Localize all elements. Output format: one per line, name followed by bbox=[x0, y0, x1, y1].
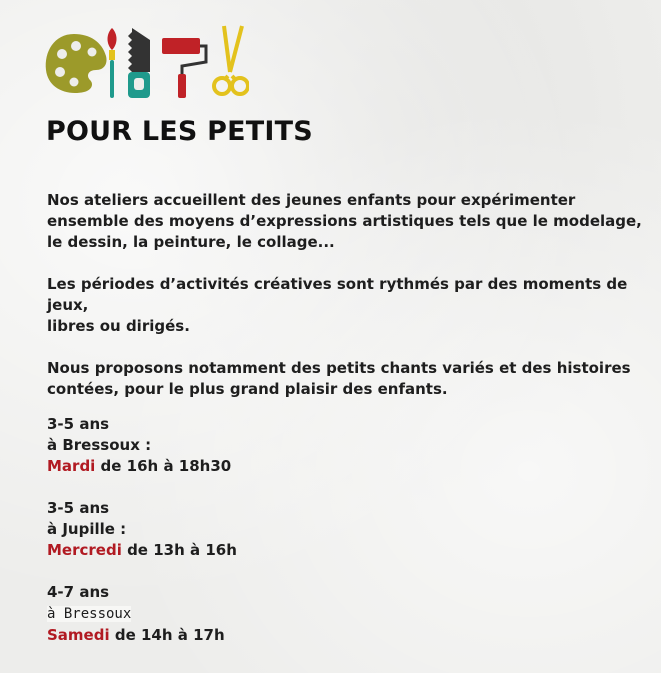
header-icons bbox=[44, 22, 249, 102]
intro-line: ensemble des moyens d’expressions artistiques tels que le modelage, bbox=[47, 212, 642, 230]
schedule-time-line bbox=[47, 456, 647, 477]
schedule-hours: de 13h à 16h bbox=[121, 541, 237, 559]
intro-line: Nos ateliers accueillent des jeunes enfants pour expérimenter bbox=[47, 191, 576, 209]
activities-line: libres ou dirigés. bbox=[47, 317, 190, 335]
schedule-location: à Bressoux : bbox=[47, 436, 152, 454]
schedule-location-text: à Bressoux bbox=[47, 606, 132, 622]
schedule-age: 3-5 ans bbox=[47, 499, 110, 517]
page-title: POUR LES PETITS bbox=[46, 116, 313, 147]
paint-roller-icon bbox=[162, 38, 206, 98]
schedule-hours: de 14h à 17h bbox=[109, 626, 225, 644]
schedule-location bbox=[47, 603, 647, 625]
schedule-age: 4-7 ans bbox=[47, 583, 110, 601]
schedule-day: Mercredi bbox=[47, 541, 122, 559]
schedule-day: Samedi bbox=[47, 626, 110, 644]
content-body bbox=[47, 190, 647, 646]
schedule-location: à Jupille : bbox=[47, 520, 127, 538]
schedule-block bbox=[47, 498, 647, 561]
saw-icon bbox=[128, 28, 150, 98]
schedule-time-line bbox=[47, 540, 647, 561]
scissors-icon bbox=[214, 26, 248, 94]
schedule-hours: de 16h à 18h30 bbox=[95, 457, 232, 475]
paintbrush-icon bbox=[108, 28, 117, 98]
songs-line: Nous proposons notamment des petits chants variés et des histoires bbox=[47, 359, 631, 377]
schedule-age: 3-5 ans bbox=[47, 415, 110, 433]
songs-line: contées, pour le plus grand plaisir des enfants. bbox=[47, 380, 448, 398]
intro-line: le dessin, la peinture, le collage... bbox=[47, 233, 335, 251]
schedule-block bbox=[47, 582, 647, 646]
activities-line: Les périodes d’activités créatives sont rythmés par des moments de jeux, bbox=[47, 275, 628, 314]
schedule-block bbox=[47, 414, 647, 477]
schedule-time-line bbox=[47, 625, 647, 646]
palette-icon bbox=[46, 34, 107, 93]
schedule-day: Mardi bbox=[47, 457, 96, 475]
